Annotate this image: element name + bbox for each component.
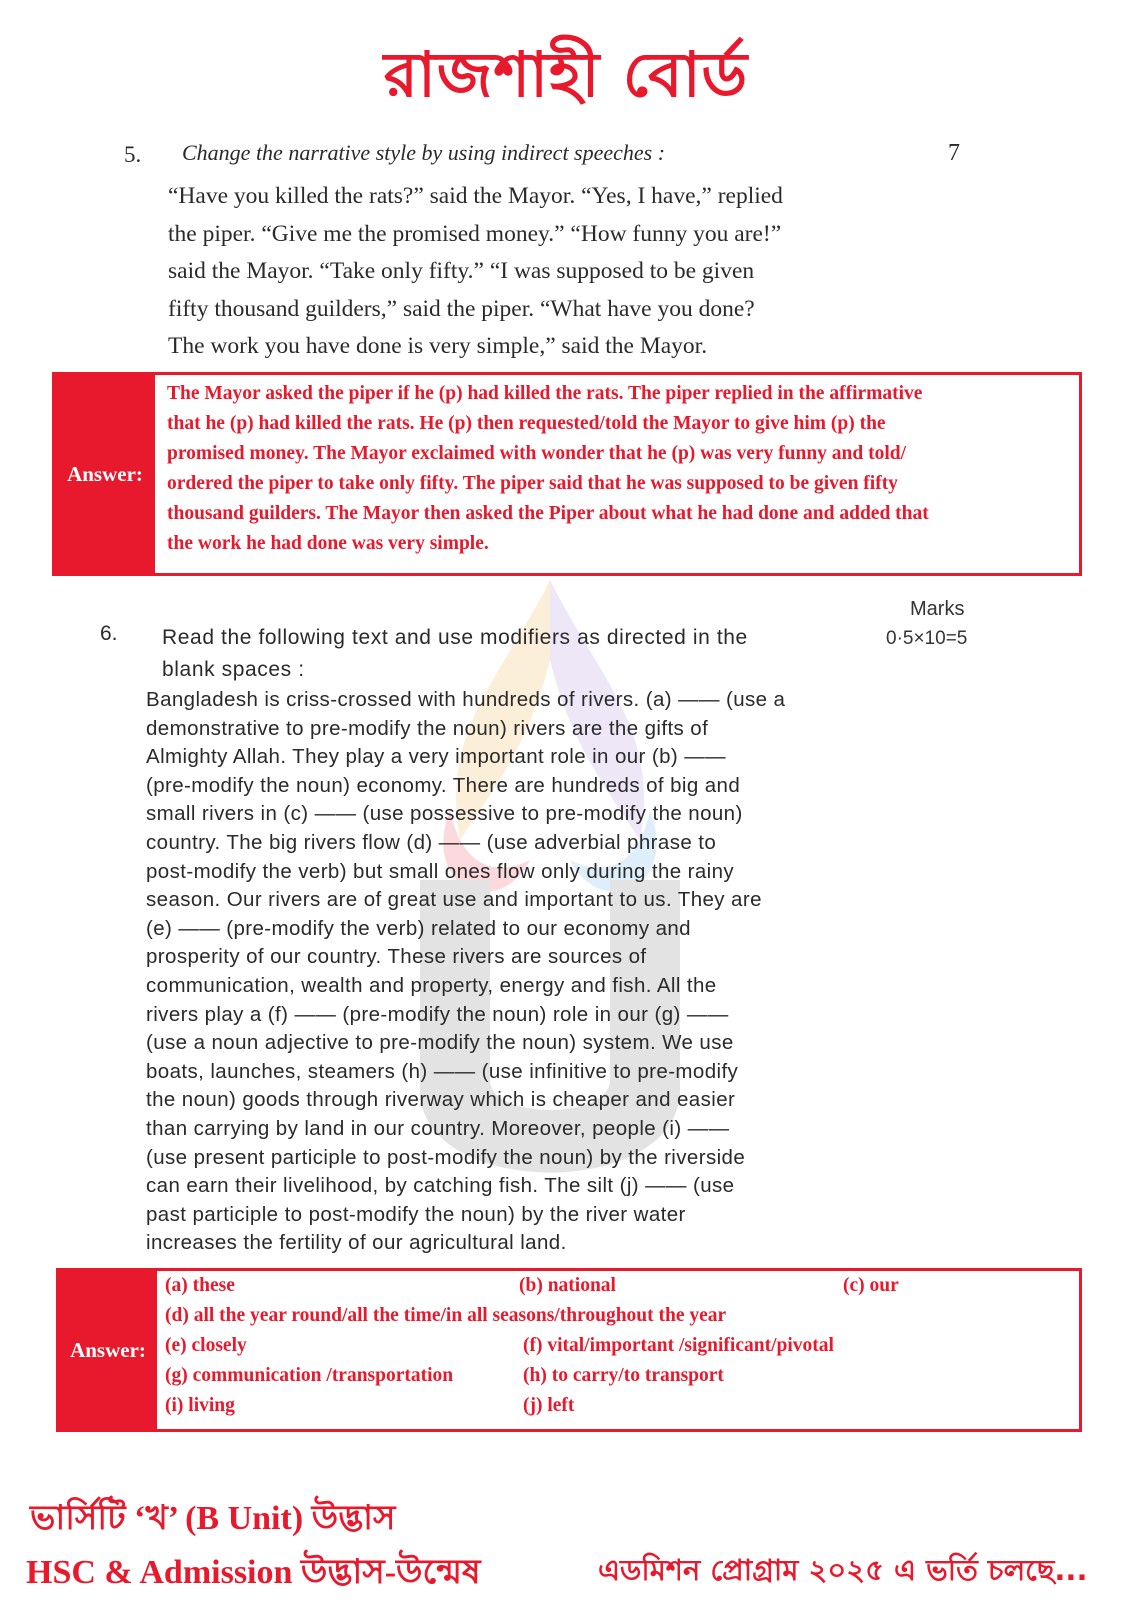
passage-line: “Have you killed the rats?” said the Mayor. “Yes, I have,” replied — [168, 183, 783, 209]
passage-line: boats, launches, steamers (h) —— (use infinitive to pre-modify — [146, 1059, 739, 1083]
answer-label: Answer: — [55, 375, 155, 573]
answer-label: Answer: — [59, 1271, 157, 1429]
passage-line: (e) —— (pre-modify the verb) related to our economy and — [146, 916, 691, 940]
question-5-marks: 7 — [948, 140, 960, 166]
passage-line: country. The big rivers flow (d) —— (use adverbial phrase to — [146, 830, 717, 854]
question-6-marks-label: Marks — [910, 598, 965, 620]
passage-line: can earn their livelihood, by catching fish. The silt (j) —— (use — [146, 1174, 735, 1198]
board-title: রাজশাহী বোর্ড — [383, 38, 749, 111]
passage-line: increases the fertility of our agricultural land. — [146, 1231, 567, 1255]
passage-line: Almighty Allah. They play a very important role in our (b) —— — [146, 745, 727, 769]
question-5-answer-box — [52, 372, 1082, 576]
answer-i: (i) living — [165, 1395, 235, 1416]
passage-line: demonstrative to pre-modify the noun) rivers are the gifts of — [146, 716, 709, 740]
answer-line: thousand guilders. The Mayor then asked the Piper about what he had done and added that — [167, 503, 929, 524]
passage-line: (pre-modify the noun) economy. There are hundreds of big and — [146, 773, 741, 797]
passage-line: prosperity of our country. These rivers are sources of — [146, 945, 647, 969]
answer-h: (h) to carry/to transport — [523, 1365, 724, 1386]
answer-c: (c) our — [843, 1275, 899, 1296]
passage-line: said the Mayor. “Take only fifty.” “I was supposed to be given — [168, 258, 755, 284]
passage-line: than carrying by land in our country. Moreover, people (i) —— — [146, 1116, 730, 1140]
question-6-number: 6. — [100, 622, 118, 645]
passage-line: The work you have done is very simple,” said the Mayor. — [168, 333, 708, 359]
answer-line: ordered the piper to take only fifty. The piper said that he was supposed to be given fifty — [167, 473, 898, 494]
answer-a: (a) these — [165, 1275, 235, 1296]
passage-line: post-modify the verb) but small ones flow only during the rainy — [146, 859, 735, 883]
passage-line: season. Our rivers are of great use and important to us. They are — [146, 888, 762, 912]
question-6-marks-value: 0·5×10=5 — [886, 628, 968, 649]
passage-line: fifty thousand guilders,” said the piper. “What have you done? — [168, 295, 755, 322]
question-5-number: 5. — [124, 142, 142, 167]
answer-g: (g) communication /transportation — [165, 1365, 454, 1386]
answer-line: the work he had done was very simple. — [167, 533, 489, 554]
question-5-answer-text — [167, 379, 1069, 559]
instruction-line: blank spaces : — [162, 658, 305, 681]
question-5-instruction: Change the narrative style by using indirect speeches : — [182, 140, 666, 165]
answer-line: that he (p) had killed the rats. He (p) then requested/told the Mayor to give him (p) the — [167, 413, 886, 434]
answer-e: (e) closely — [165, 1335, 247, 1356]
answer-j: (j) left — [523, 1395, 575, 1416]
footer-unit-line: ভার্সিটি ‘খ’ (B Unit) উদ্ভাস — [30, 1500, 396, 1537]
passage-line: the noun) goods through riverway which is cheaper and easier — [146, 1088, 736, 1112]
passage-line: past participle to post-modify the noun) by the river water — [146, 1202, 686, 1226]
question-6-answer-box — [56, 1268, 1082, 1432]
passage-line: small rivers in (c) —— (use possessive to pre-modify the noun) — [146, 802, 743, 826]
passage-line: the piper. “Give me the promised money.” “How funny you are!” — [168, 220, 782, 247]
question-6-instruction — [162, 622, 862, 686]
instruction-line: Read the following text and use modifiers as directed in the — [162, 626, 748, 649]
answer-b: (b) national — [519, 1275, 616, 1296]
passage-line: Bangladesh is criss-crossed with hundreds of rivers. (a) —— (use a — [146, 688, 786, 711]
question-5-passage — [168, 178, 858, 366]
answer-f: (f) vital/important /significant/pivotal — [523, 1335, 834, 1356]
passage-line: (use present participle to post-modify the noun) by the riverside — [146, 1145, 746, 1169]
passage-line: communication, wealth and property, energy and fish. All the — [146, 973, 717, 997]
answer-d: (d) all the year round/all the time/in all seasons/throughout the year — [165, 1305, 727, 1326]
passage-line: (use a noun adjective to pre-modify the noun) system. We use — [146, 1031, 734, 1055]
answer-line: promised money. The Mayor exclaimed with wonder that he (p) was very funny and told/ — [167, 443, 907, 464]
footer-program-line: HSC & Admission উদ্ভাস-উন্মেষ — [26, 1554, 481, 1591]
answer-line: The Mayor asked the piper if he (p) had killed the rats. The piper replied in the affirmative — [167, 383, 923, 404]
passage-line: rivers play a (f) —— (pre-modify the noun) role in our (g) —— — [146, 1002, 729, 1026]
question-6-passage — [146, 686, 876, 1258]
footer-promo: এডমিশন প্রোগ্রাম ২০২৫ এ ভর্তি চলছে... — [598, 1553, 1088, 1587]
